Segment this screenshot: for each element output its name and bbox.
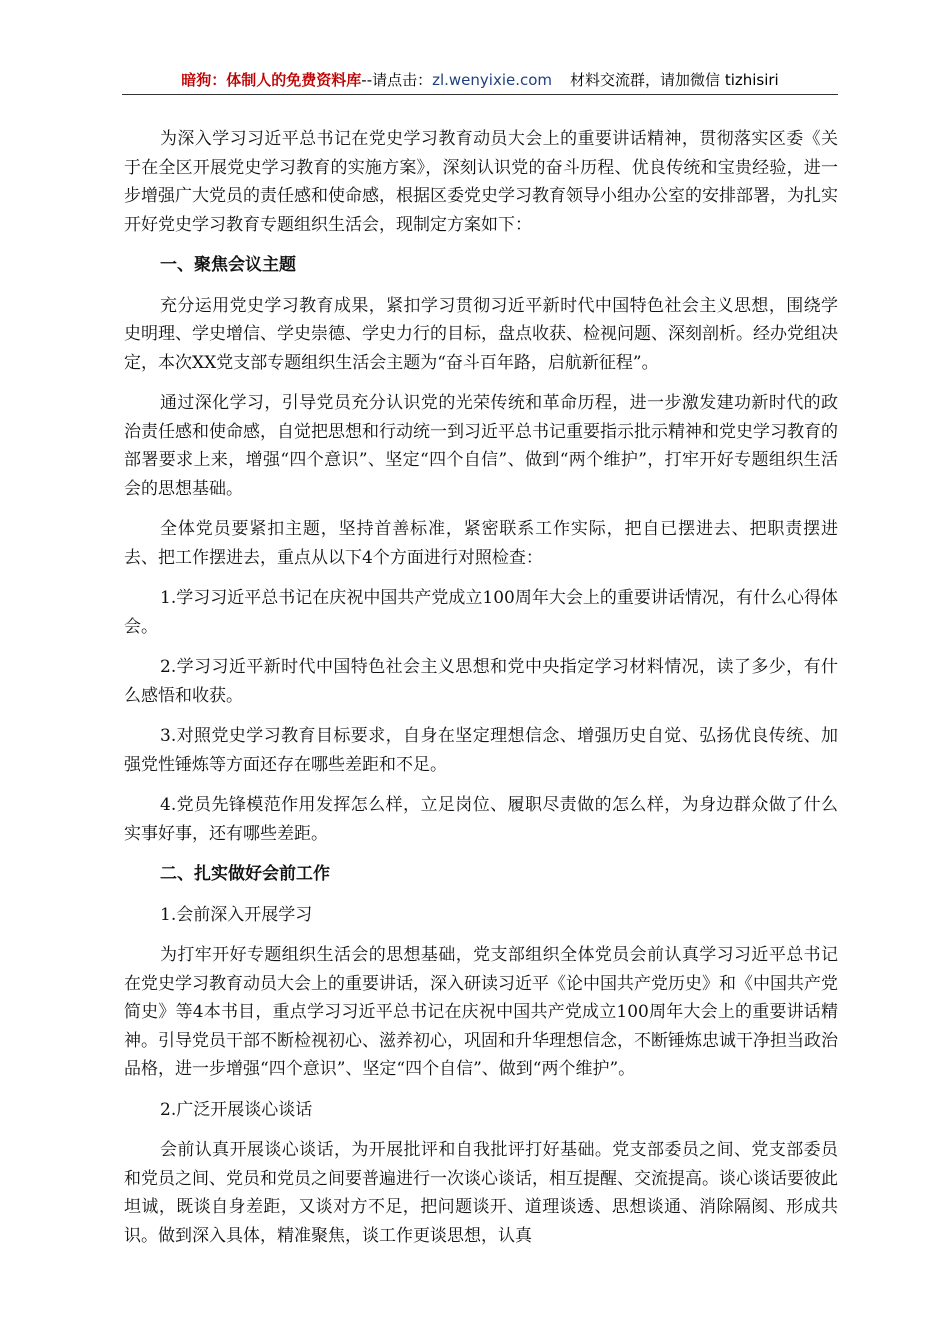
section-2-sub-1-title: 1.会前深入开展学习: [160, 904, 313, 925]
section-2-heading: 二、扎实做好会前工作: [160, 864, 330, 884]
header-url-link[interactable]: zl.wenyixie.com: [432, 71, 553, 89]
section-1-heading: 一、聚焦会议主题: [160, 255, 296, 275]
page-header: [122, 70, 838, 95]
header-click-prompt: --请点击：: [361, 71, 433, 89]
section-1-paragraph-3: 全体党员要紧扣主题，坚持首善标准，紧密联系工作实际，把自已摆进去、把职责摆进去、把工作摆进去，重点从以下4个方面进行对照检查：: [124, 519, 838, 568]
section-2-sub-2-paragraph: 会前认真开展谈心谈话，为开展批评和自我批评打好基础。党支部委员之间、党支部委员和党员之间、党员和党员之间要普遍进行一次谈心谈话，相互提醒、交流提高。谈心谈话要彼此坦诚，既谈自身差距，又谈对方不足，把问题谈开、道理谈透、思想谈通、消除隔阂、形成共识。做到深入具体，精准聚焦，谈工作更谈思想，认真: [124, 1140, 838, 1246]
section-1-item-1: 1.学习习近平总书记在庆祝中国共产党成立100周年大会上的重要讲话情况，有什么心得体会。: [124, 588, 838, 637]
section-1-item-2: 2.学习习近平新时代中国特色社会主义思想和党中央指定学习材料情况，读了多少，有什么感悟和收获。: [124, 657, 838, 706]
header-group-note: 材料交流群，请加微信 tizhisiri: [570, 71, 779, 89]
section-1-item-4: 4.党员先锋模范作用发挥怎么样，立足岗位、履职尽责做的怎么样，为身边群众做了什么实事好事，还有哪些差距。: [124, 795, 838, 844]
section-2-sub-1-paragraph: 为打牢开好专题组织生活会的思想基础，党支部组织全体党员会前认真学习习近平总书记在党史学习教育动员大会上的重要讲话，深入研读习近平《论中国共产党历史》和《中国共产党简史》等4本书目，重点学习习近平总书记在庆祝中国共产党成立100周年大会上的重要讲话精神。引导党员干部不断检视初心、滋养初心，巩固和升华理想信念，不断锤炼忠诚干净担当政治品格，进一步增强“四个意识”、坚定“四个自信”、做到“两个维护”。: [124, 945, 838, 1079]
section-1-paragraph-1: 充分运用党史学习教育成果，紧扣学习贯彻习近平新时代中国特色社会主义思想，围绕学史明理、学史增信、学史崇德、学史力行的目标，盘点收获、检视问题、深刻剖析。经办党组决定，本次XX党支部专题组织生活会主题为“奋斗百年路，启航新征程”。: [124, 295, 838, 373]
section-1-paragraph-2: 通过深化学习，引导党员充分认识党的光荣传统和革命历程，进一步激发建功新时代的政治责任感和使命感，自觉把思想和行动统一到习近平总书记重要指示批示精神和党史学习教育的部署要求上来，增强“四个意识”、坚定“四个自信”、做到“两个维护”，打牢开好专题组织生活会的思想基础。: [124, 393, 838, 499]
document-body: [124, 125, 838, 1262]
header-brand: 暗狗：体制人的免费资料库: [181, 71, 362, 89]
section-2-sub-2-title: 2.广泛开展谈心谈话: [160, 1099, 313, 1120]
intro-paragraph: 为深入学习习近平总书记在党史学习教育动员大会上的重要讲话精神，贯彻落实区委《关于在全区开展党史学习教育的实施方案》，深刻认识党的奋斗历程、优良传统和宝贵经验，进一步增强广大党员的责任感和使命感，根据区委党史学习教育领导小组办公室的安排部署，为扎实开好党史学习教育专题组织生活会，现制定方案如下：: [124, 129, 838, 235]
section-1-item-3: 3.对照党史学习教育目标要求，自身在坚定理想信念、增强历史自觉、弘扬优良传统、加强党性锤炼等方面还存在哪些差距和不足。: [124, 726, 838, 775]
